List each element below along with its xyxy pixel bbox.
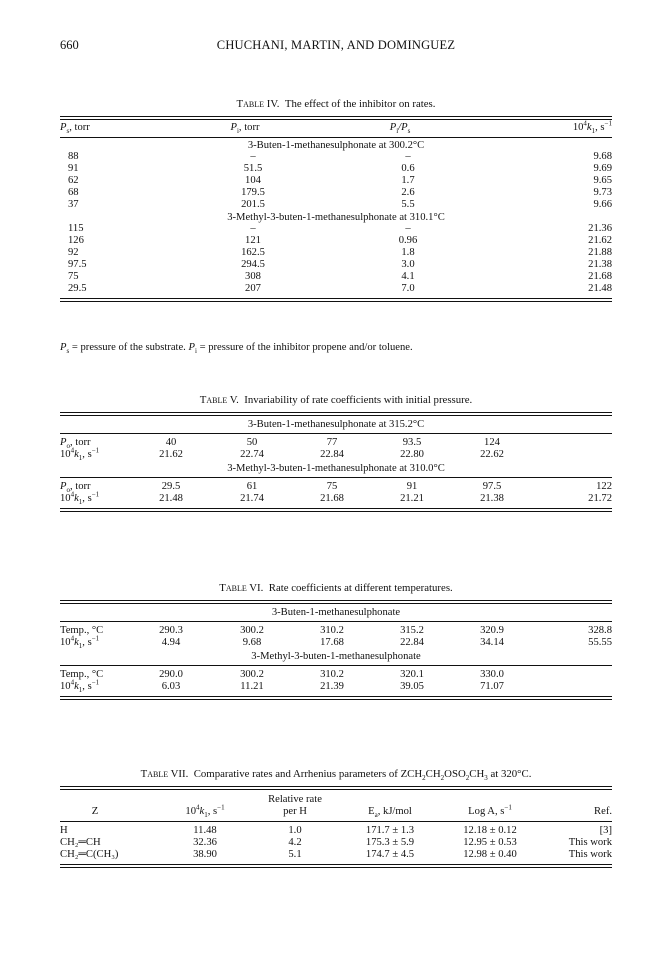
table-cell: 68 [68, 187, 79, 199]
table-cell: 71.07 [480, 681, 504, 693]
page-number: 660 [60, 38, 79, 52]
table-cell: 9.73 [593, 187, 612, 199]
table-vii [60, 768, 612, 868]
table-cell: 2.6 [401, 187, 415, 199]
table-rule [60, 600, 612, 604]
table-row [60, 837, 612, 849]
table-cell: 29.5 [68, 283, 87, 295]
table-v-body-2 [60, 481, 612, 505]
table-v-caption [60, 394, 612, 406]
table-cell: 9.65 [593, 175, 612, 187]
table-cell: 174.7 ± 4.5 [365, 849, 415, 861]
table-cell: 124 [484, 437, 500, 448]
col-header-ea: $E_a$, kJ/mol [368, 806, 412, 820]
table-v-label: Table V. [199, 394, 239, 406]
row-label-pressure: $P_o$, torr [60, 481, 91, 495]
table-iv-body-1 [60, 151, 612, 211]
table-cell: 175.3 ± 5.9 [365, 837, 415, 849]
col-header-relrate-2: per H [283, 806, 307, 818]
table-row [60, 187, 612, 199]
table-cell: 320.1 [400, 669, 424, 681]
col-header-z: Z [91, 806, 99, 818]
table-cell: 4.94 [161, 637, 181, 649]
table-cell: 21.39 [320, 681, 344, 693]
table-cell: 11.21 [240, 681, 264, 693]
table-cell: 5.1 [288, 849, 302, 861]
table-cell: 50 [246, 437, 258, 448]
table-cell: 290.3 [159, 625, 183, 636]
table-cell: 21.88 [588, 246, 612, 258]
table-vi-group2: 3-Methyl-3-buten-1-methanesulphonate [251, 651, 421, 663]
table-cell: 12.18 ± 0.12 [463, 825, 517, 837]
table-cell: 77 [326, 437, 338, 448]
table-cell: 21.72 [588, 493, 612, 505]
table-cell: 12.95 ± 0.53 [463, 837, 517, 849]
table-rule [60, 412, 612, 416]
table-cell: 7.0 [401, 283, 415, 295]
table-iv-group1: 3-Buten-1-methanesulphonate at 300.2°C [247, 140, 425, 152]
table-vii-header [60, 794, 612, 818]
col-header-ps: $P_s$, torr [60, 122, 90, 136]
table-cell: This work [568, 837, 612, 849]
table-cell: 6.03 [161, 681, 181, 693]
table-cell: 320.9 [480, 625, 504, 636]
table-cell: 61 [246, 481, 258, 493]
table-cell: 9.66 [593, 199, 612, 211]
table-row [60, 175, 612, 187]
table-cell: 21.38 [588, 258, 612, 270]
table-cell: 179.5 [241, 187, 265, 199]
table-cell: 37 [68, 199, 79, 211]
page-header [60, 38, 612, 58]
table-cell: H [60, 825, 68, 837]
table-row [60, 437, 612, 449]
table-cell: 97.5 [482, 481, 502, 493]
col-header-pi: $P_i$, torr [230, 122, 260, 136]
table-cell: 21.68 [320, 493, 344, 505]
table-cell: 201.5 [241, 199, 265, 211]
table-cell: 171.7 ± 1.3 [365, 825, 415, 837]
row-label-temperature: Temp., °C [60, 625, 104, 636]
table-row [60, 481, 612, 493]
table-row [60, 259, 612, 271]
table-cell: 0.96 [398, 234, 418, 246]
table-row [60, 223, 612, 235]
table-vi [60, 582, 612, 700]
table-cell: 22.62 [480, 449, 504, 461]
table-v-group2: 3-Methyl-3-buten-1-methanesulphonate at 310.0°C [227, 463, 445, 475]
table-cell: 21.68 [588, 270, 612, 282]
table-cell: 294.5 [241, 258, 265, 270]
table-iv-footnote: $P_s$ = pressure of the substrate. $P_i$ = pressure of the inhibitor propene and/or toluene. [60, 342, 413, 356]
table-cell: 328.8 [588, 625, 612, 636]
table-cell: 51.5 [243, 163, 263, 175]
table-vii-label: Table VII. [140, 768, 189, 780]
table-header-row [60, 122, 612, 134]
table-cell [532, 437, 612, 449]
table-cell: 310.2 [320, 625, 344, 636]
table-row [60, 681, 612, 693]
table-row [60, 283, 612, 295]
table-v-title: Invariability of rate coefficients with initial pressure. [244, 394, 473, 406]
table-cell: CH₂═CH [60, 837, 101, 849]
table-cell: 330.0 [480, 669, 504, 681]
table-vi-title: Rate coefficients at different temperatures. [268, 582, 453, 594]
table-cell: 75 [68, 270, 79, 282]
table-cell: 315.2 [400, 625, 424, 636]
table-vi-body-2 [60, 669, 612, 693]
table-cell: 300.2 [240, 625, 264, 636]
table-cell: 1.0 [288, 825, 302, 837]
table-cell: 22.84 [400, 637, 424, 649]
table-v-body-1 [60, 437, 612, 461]
table-rule [60, 786, 612, 790]
table-iv-label: Table IV. [236, 98, 280, 110]
row-label-k: $10^4k_1$, $s^{-1}$ [60, 678, 100, 695]
table-cell [532, 449, 612, 461]
table-cell: 17.68 [320, 637, 344, 649]
table-vi-caption [60, 582, 612, 594]
table-cell: 122 [596, 481, 612, 493]
table-header-row [60, 806, 612, 818]
table-v-group1: 3-Buten-1-methanesulphonate at 315.2°C [247, 419, 425, 430]
table-cell: 21.21 [400, 493, 424, 505]
table-cell: 97.5 [68, 258, 87, 270]
table-rule [60, 508, 612, 512]
table-rule [60, 477, 612, 478]
table-vii-caption: Table VII. Comparative rates and Arrhenius parameters of $ZCH_2CH_2OSO_2CH_3$ at 320°C. [140, 768, 532, 783]
table-cell: 4.1 [401, 270, 415, 282]
table-vii-title: Comparative rates and Arrhenius parameters of ZCH [193, 768, 423, 780]
table-cell: 88 [68, 151, 79, 163]
table-cell: [3] [599, 825, 612, 837]
table-cell: 310.2 [320, 669, 344, 681]
col-header-loga: Log A, $s^{-1}$ [468, 803, 512, 818]
table-cell: 9.68 [593, 151, 612, 163]
table-cell: CH₂═C(CH₃) [60, 849, 119, 861]
table-cell: 62 [68, 175, 79, 187]
table-cell: 121 [245, 234, 261, 246]
table-cell: – [250, 151, 256, 163]
table-cell: 40 [165, 437, 177, 448]
table-cell: 29.5 [161, 481, 181, 493]
table-cell: 300.2 [240, 669, 264, 681]
col-header-ref: Ref. [594, 806, 612, 818]
table-row [60, 247, 612, 259]
col-header-k: $10^4k_1$, $s^{-1}$ [185, 803, 225, 820]
table-rule [60, 621, 612, 622]
table-rule [60, 433, 612, 434]
table-row [60, 449, 612, 461]
table-cell: 21.62 [159, 449, 183, 461]
table-v [60, 394, 612, 512]
col-header-k: $10^4k_1$, $s^{-1}$ [572, 119, 612, 136]
table-cell: 0.6 [401, 163, 415, 175]
table-rule [60, 696, 612, 700]
col-header-ratio: $P_i/P_s$ [389, 122, 411, 136]
table-iv-caption [60, 98, 612, 110]
table-row [60, 235, 612, 247]
table-row [60, 163, 612, 175]
table-cell: 5.5 [401, 199, 415, 211]
table-row [60, 199, 612, 211]
table-cell: 11.48 [193, 825, 217, 837]
table-cell: 92 [68, 246, 79, 258]
table-row [60, 493, 612, 505]
table-cell: 39.05 [400, 681, 424, 693]
table-cell: 91 [406, 481, 418, 493]
table-rule [60, 116, 612, 120]
table-cell: 22.84 [320, 449, 344, 461]
table-cell: 75 [326, 481, 338, 493]
table-cell: – [250, 222, 256, 234]
table-cell: 126 [68, 234, 84, 246]
table-rule [60, 864, 612, 868]
table-cell: 1.8 [401, 246, 415, 258]
table-row [60, 637, 612, 649]
table-cell: 21.36 [588, 222, 612, 234]
row-label-pressure: $P_o$, torr [60, 437, 91, 451]
table-cell: 21.48 [159, 493, 183, 505]
table-vi-label: Table VI. [219, 582, 264, 594]
table-cell: 4.2 [288, 837, 302, 849]
table-cell: 115 [68, 222, 84, 234]
table-iv-header [60, 119, 612, 136]
row-label-k: $10^4k_1$, $s^{-1}$ [60, 634, 100, 651]
table-cell: 91 [68, 163, 79, 175]
table-cell: 162.5 [241, 246, 265, 258]
table-cell: 104 [245, 175, 261, 187]
table-cell: 38.90 [193, 849, 217, 861]
table-rule [60, 665, 612, 666]
table-cell: 21.48 [588, 283, 612, 295]
table-cell: 308 [245, 270, 261, 282]
table-rule [60, 821, 612, 822]
table-iv-title: The effect of the inhibitor on rates. [284, 98, 436, 110]
table-cell: 21.74 [240, 493, 264, 505]
table-cell: 207 [245, 283, 261, 295]
table-cell: – [405, 151, 411, 163]
table-cell: 1.7 [401, 175, 415, 187]
row-label-temperature: Temp., °C [60, 669, 104, 681]
table-cell: 22.74 [240, 449, 264, 461]
table-vi-body-1 [60, 625, 612, 649]
table-rule [60, 298, 612, 302]
table-row [60, 849, 612, 861]
running-head-authors: CHUCHANI, MARTIN, AND DOMINGUEZ [216, 38, 456, 52]
table-cell: 55.55 [588, 637, 612, 649]
table-cell: 93.5 [402, 437, 422, 448]
table-row [60, 625, 612, 637]
table-vii-body [60, 825, 612, 861]
table-cell [532, 681, 612, 693]
col-header-relrate-1: Relative rate [268, 794, 322, 805]
table-iv-group2: 3-Methyl-3-buten-1-methanesulphonate at 310.1°C [227, 211, 445, 223]
table-rule [60, 137, 612, 138]
table-cell: 22.80 [400, 449, 424, 461]
table-cell: 290.0 [159, 669, 183, 681]
table-row [60, 271, 612, 283]
row-label-k: $10^4k_1$, $s^{-1}$ [60, 490, 100, 507]
table-row [60, 151, 612, 163]
table-cell: 21.38 [480, 493, 504, 505]
table-row [60, 669, 612, 681]
table-cell: 9.68 [242, 637, 262, 649]
table-cell: This work [568, 849, 612, 861]
row-label-k: $10^4k_1$, $s^{-1}$ [60, 446, 100, 463]
table-cell: – [405, 222, 411, 234]
table-cell: 21.62 [588, 234, 612, 246]
table-cell: 9.69 [593, 163, 612, 175]
table-cell: 3.0 [401, 258, 415, 270]
table-vi-group1: 3-Buten-1-methanesulphonate [271, 607, 401, 618]
table-header-row [60, 794, 612, 806]
table-row [60, 825, 612, 837]
table-iv-body-2 [60, 223, 612, 296]
table-cell: 12.98 ± 0.40 [463, 849, 517, 861]
table-iv [60, 98, 612, 302]
table-cell [532, 669, 612, 681]
table-cell: 32.36 [193, 837, 217, 849]
table-cell: 34.14 [480, 637, 504, 649]
